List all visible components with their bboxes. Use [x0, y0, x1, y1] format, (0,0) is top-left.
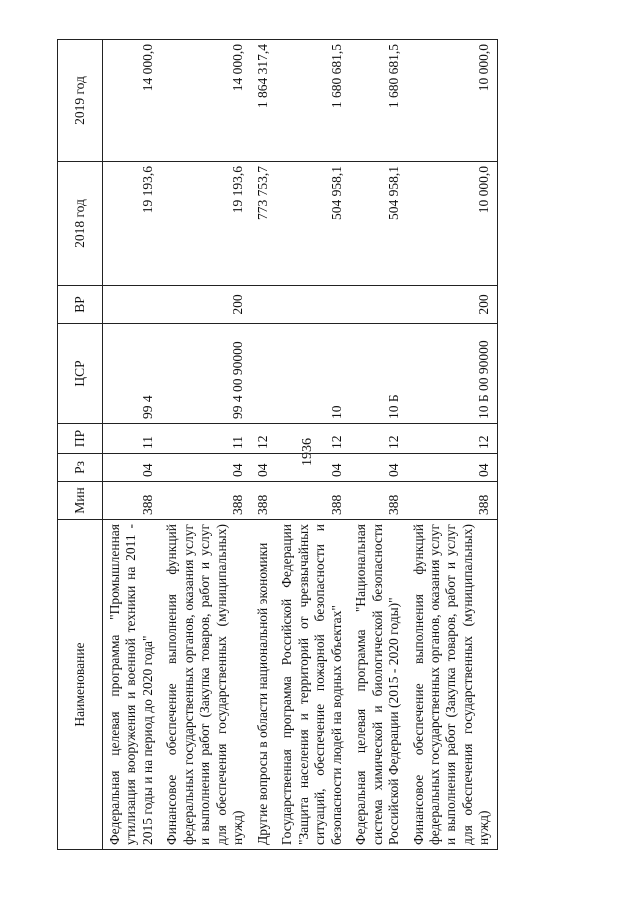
row-pr: 12 — [275, 424, 349, 454]
table-row — [349, 40, 406, 850]
row-2018: 504 958,1 — [275, 162, 349, 286]
row-csr: 10 Б — [349, 324, 406, 424]
row-2018: 10 000,0 — [407, 162, 498, 286]
row-rz: 04 — [407, 454, 498, 482]
row-name: Финансовое обеспечение выполнения функций федеральных государственных органов, оказания услуг и выполнения работ (Закупка товаров, работ и услуг для обеспечения государственных (муниципальных) нужд) — [407, 520, 498, 850]
header-name: Наименование — [58, 520, 103, 850]
row-pr: 11 — [160, 424, 250, 454]
row-2019: 10 000,0 — [407, 40, 498, 162]
row-vr — [251, 286, 275, 324]
row-csr — [251, 324, 275, 424]
header-rz: Рз — [58, 454, 103, 482]
row-min: 388 — [349, 482, 406, 520]
row-rz: 04 — [349, 454, 406, 482]
row-csr: 99 4 00 90000 — [160, 324, 250, 424]
header-pr: ПР — [58, 424, 103, 454]
row-min: 388 — [251, 482, 275, 520]
row-name: Федеральная целевая программа "Промышленная утилизация вооружения и военной техники на 2011 - 2015 годы и на период до 2020 года" — [103, 520, 161, 850]
row-pr: 12 — [349, 424, 406, 454]
row-min: 388 — [160, 482, 250, 520]
row-rz: 04 — [103, 454, 161, 482]
row-2019: 14 000,0 — [103, 40, 161, 162]
row-pr: 11 — [103, 424, 161, 454]
table-row — [160, 40, 250, 850]
header-2018: 2018 год — [58, 162, 103, 286]
table-row — [407, 40, 498, 850]
row-2018: 504 958,1 — [349, 162, 406, 286]
row-csr: 10 — [275, 324, 349, 424]
row-rz: 04 — [160, 454, 250, 482]
row-csr: 99 4 — [103, 324, 161, 424]
row-2018: 19 193,6 — [103, 162, 161, 286]
row-2018: 19 193,6 — [160, 162, 250, 286]
row-2019: 1 680 681,5 — [349, 40, 406, 162]
row-2019: 1 680 681,5 — [275, 40, 349, 162]
row-rz: 04 — [251, 454, 275, 482]
row-2019: 1 864 317,4 — [251, 40, 275, 162]
row-vr — [103, 286, 161, 324]
table-row — [251, 40, 275, 850]
row-vr: 200 — [160, 286, 250, 324]
row-2019: 14 000,0 — [160, 40, 250, 162]
header-vr: ВР — [58, 286, 103, 324]
table-row — [275, 40, 349, 850]
row-csr: 10 Б 00 90000 — [407, 324, 498, 424]
row-vr — [349, 286, 406, 324]
table-row — [103, 40, 161, 850]
header-2019: 2019 год — [58, 40, 103, 162]
page-number-text: 1936 — [300, 438, 315, 466]
header-csr: ЦСР — [58, 324, 103, 424]
row-name: Другие вопросы в области национальной экономики — [251, 520, 275, 850]
row-name: Финансовое обеспечение выполнения функций федеральных государственных органов, оказания услуг и выполнения работ (Закупка товаров, работ и услуг для обеспечения государственных (муниципальных) нужд) — [160, 520, 250, 850]
table-header-row — [58, 40, 103, 850]
row-pr: 12 — [407, 424, 498, 454]
row-name: Федеральная целевая программа "Национальная система химической и биологической безопасности Российской Федерации (2015 - 2020 годы)" — [349, 520, 406, 850]
row-vr: 200 — [407, 286, 498, 324]
row-2018: 773 753,7 — [251, 162, 275, 286]
row-name: Государственная программа Российской Федерации "Защита населения и территорий от чрезвычайных ситуаций, обеспечение пожарной безопасности и безопасности людей на водных объектах" — [275, 520, 349, 850]
row-min: 388 — [275, 482, 349, 520]
row-vr — [275, 286, 349, 324]
budget-table-container — [57, 40, 608, 850]
header-min: Мин — [58, 482, 103, 520]
row-rz: 04 — [275, 454, 349, 482]
row-min: 388 — [407, 482, 498, 520]
row-min: 388 — [103, 482, 161, 520]
budget-table — [57, 39, 498, 850]
row-pr: 12 — [251, 424, 275, 454]
